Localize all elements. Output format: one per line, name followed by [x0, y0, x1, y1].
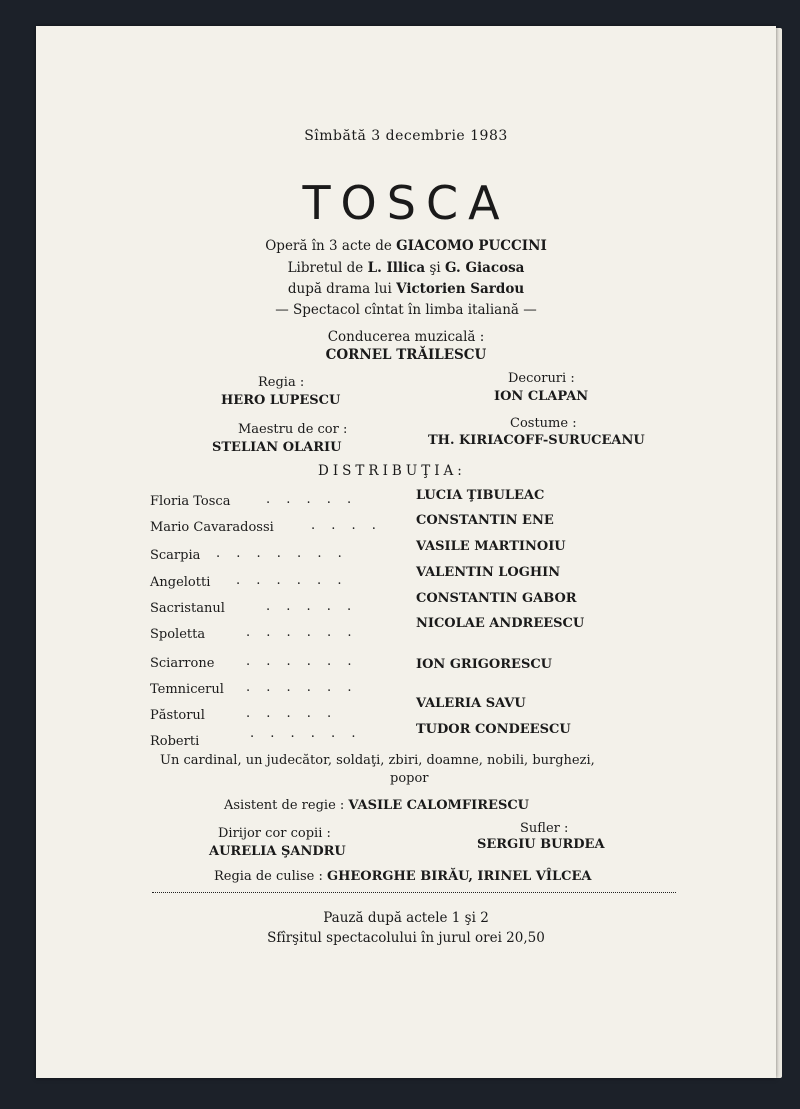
director: HERO LUPESCU: [221, 393, 341, 408]
role-name: Scarpia: [150, 548, 201, 563]
opera-line: [36, 238, 776, 254]
libretto-line: [36, 260, 776, 276]
program-sheet: [36, 26, 776, 1078]
libretto-prefix: Libretul de: [287, 260, 364, 276]
role-name: Sacristanul: [150, 601, 225, 616]
musical-director: CORNEL TRĂILESCU: [325, 347, 487, 363]
leader-dots: . . . . . . .: [216, 546, 348, 561]
singer-name: VASILE MARTINOIU: [416, 539, 566, 554]
librettist-2: G. Giacosa: [445, 260, 525, 276]
assistant-director: [224, 798, 529, 813]
language-note: — Spectacol cîntat în limba italiană —: [275, 302, 537, 318]
role-name: Mario Cavaradossi: [150, 520, 274, 535]
leader-dots: . . . . .: [266, 599, 358, 614]
stage-names: GHEORGHE BIRĂU, IRINEL VÎLCEA: [326, 869, 592, 884]
leader-dots: . . . .: [311, 518, 382, 533]
singer-name: VALENTIN LOGHIN: [416, 565, 561, 580]
singer-name: TUDOR CONDEESCU: [416, 722, 571, 737]
extras-line: Un cardinal, un judecător, soldaţi, zbiri, doamne, nobili, burghezi,: [160, 753, 595, 768]
direction-label: Regia :: [258, 375, 305, 390]
intermission-note: Pauză după actele 1 şi 2: [323, 910, 489, 926]
opera-title: TOSCA: [302, 176, 510, 230]
opera-prefix: Operă în 3 acte de: [265, 238, 392, 254]
leader-dots: . . . . . .: [246, 625, 358, 640]
singer-name: LUCIA ŢIBULEAC: [416, 488, 545, 503]
sets-label: Decoruri :: [508, 371, 575, 386]
singer-name: NICOLAE ANDREESCU: [416, 616, 585, 631]
role-name: Păstorul: [150, 708, 205, 723]
composer: GIACOMO PUCCINI: [396, 238, 547, 254]
leader-dots: . . . . .: [266, 492, 358, 507]
singer-name: CONSTANTIN ENE: [416, 513, 554, 528]
conjunction: şi: [429, 260, 441, 276]
dramatist: Victorien Sardou: [396, 281, 525, 297]
librettist-1: L. Illica: [367, 260, 426, 276]
leader-dots: . . . . . .: [246, 680, 358, 695]
children-chorus-conductor: AURELIA ŞANDRU: [209, 844, 346, 859]
singer-name: VALERIA SAVU: [416, 696, 526, 711]
prompter-label: Sufler :: [520, 821, 569, 836]
costume-designer: TH. KIRIACOFF-SURUCEANU: [428, 433, 645, 448]
stage-management: [214, 869, 591, 884]
musical-direction-label: Conducerea muzicală :: [327, 329, 485, 345]
singer-name: CONSTANTIN GABOR: [416, 591, 577, 606]
assistant-label: Asistent de regie :: [224, 798, 345, 813]
role-name: Floria Tosca: [150, 494, 231, 509]
extras-line-2: popor: [390, 771, 429, 786]
role-name: Sciarrone: [150, 656, 215, 671]
drama-prefix: după drama lui: [287, 281, 392, 297]
role-name: Spoletta: [150, 627, 206, 642]
leader-dots: . . . . . .: [246, 654, 358, 669]
drama-line: [36, 281, 776, 297]
leader-dots: . . . . . .: [250, 726, 362, 741]
children-chorus-label: Dirijor cor copii :: [218, 826, 331, 841]
end-time-note: Sfîrşitul spectacolului în jurul orei 20,50: [267, 930, 545, 946]
performance-date: Sîmbătă 3 decembrie 1983: [304, 128, 508, 144]
leader-dots: . . . . . .: [236, 573, 348, 588]
set-designer: ION CLAPAN: [494, 389, 589, 404]
cast-heading: DISTRIBUŢIA:: [318, 463, 466, 479]
stage-label: Regia de culise :: [214, 869, 323, 884]
chorus-master: STELIAN OLARIU: [212, 440, 342, 455]
role-name: Temnicerul: [150, 682, 224, 697]
dotted-divider: [152, 892, 676, 893]
prompter-name: SERGIU BURDEA: [477, 837, 605, 852]
role-name: Angelotti: [150, 575, 211, 590]
singer-name: ION GRIGORESCU: [416, 657, 553, 672]
costumes-label: Costume :: [510, 416, 577, 431]
role-name: Roberti: [150, 734, 200, 749]
leader-dots: . . . . .: [246, 706, 338, 721]
chorus-master-label: Maestru de cor :: [238, 422, 348, 437]
assistant-name: VASILE CALOMFIRESCU: [348, 798, 530, 813]
